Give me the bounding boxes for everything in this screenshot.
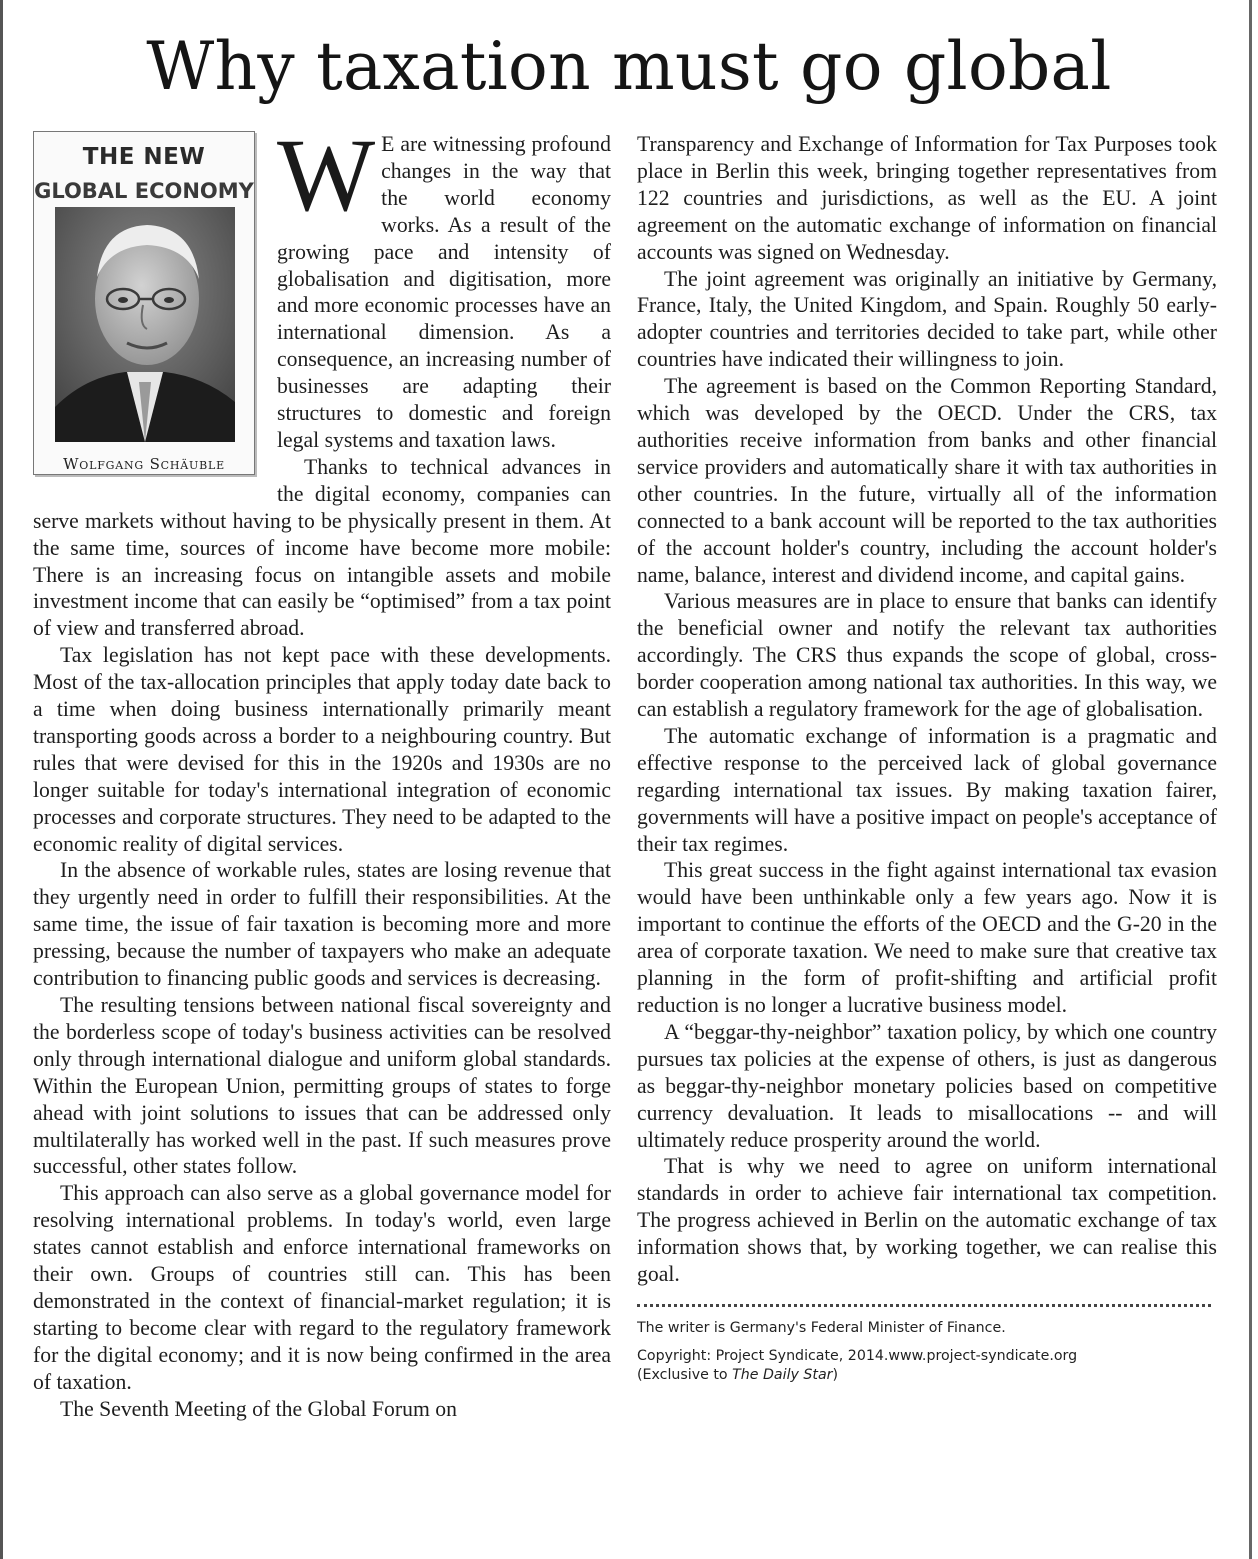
column-title-line1: THE NEW	[82, 144, 206, 170]
article-paragraph: That is why we need to agree on uniform international standards in order to achieve fair international tax competition. The progress achieved in Berlin on the automatic exchange of tax information shows that, by working together, we can realise this goal.	[637, 1154, 1217, 1287]
newspaper-name: The Daily Star	[732, 1366, 833, 1383]
column-title-line2: GLOBAL ECONOMY	[34, 179, 254, 203]
article-paragraph: Tax legislation has not kept pace with these developments. Most of the tax-allocation principles that apply today date back to a time when doing business internationally primarily meant transporting goods across a border to a neighbouring country. But rules that were devised for this in the 1920s and 1930s are no longer suitable for today's international integration of economic processes and corporate structures. They need to be adapted to the economic reality of digital services.	[33, 643, 611, 856]
article-paragraph: Transparency and Exchange of Information for Tax Purposes took place in Berlin this week, bringing together representatives from 122 countries and jurisdictions, as well as the EU. A joint agreement on the automatic exchange of information on financial accounts was signed on Wednesday.	[637, 132, 1217, 264]
article-paragraph: In the absence of workable rules, states are losing revenue that they urgently need in order to fulfill their responsibilities. At the same time, the issue of fair taxation is becoming more and more pressing, because the number of taxpayers who make an adequate contribution to financing public goods and services is decreasing.	[33, 858, 611, 991]
article-paragraph: The resulting tensions between national fiscal sovereignty and the borderless scope of today's business activities can be resolved only through international dialogue and uniform global standards. Within the European Union, permitting groups of states to forge ahead with joint solutions to issues that can be addressed only multilaterally has worked well in the past. If such measures prove successful, other states follow.	[33, 993, 611, 1179]
article-footer	[637, 1319, 1217, 1385]
article-column-left	[33, 131, 611, 1559]
article-paragraph: Thanks to technical advances in the digital economy, companies can serve markets without having to be physically present in them. At the same time, sources of income have become more mobile: There is an increasing focus on intangible assets and mobile investment income that can easily be “optimised” from a tax point of view and transferred abroad.	[33, 454, 611, 641]
article-paragraph: The agreement is based on the Common Reporting Standard, which was developed by the OECD. Under the CRS, tax authorities receive information from banks and other financial service providers and automatically share it with tax authorities in other countries. In the future, virtually all of the information connected to a bank account will be reported to the tax authorities of the account holder's country, including the account holder's name, balance, interest and dividend income, and capital gains.	[637, 374, 1217, 587]
drop-cap: W	[277, 131, 376, 233]
column-author-name: Wolfgang Schäuble	[63, 455, 225, 473]
article-paragraph: This approach can also serve as a global governance model for resolving international problems. In today's world, even large states cannot establish and enforce international frameworks on their own. Groups of countries still can. This has been demonstrated in the context of financial-market regulation; it is starting to become clear with regard to the regulatory framework for the digital economy; and it is now being confirmed in the area of taxation.	[33, 1181, 611, 1394]
headline: Why taxation must go global	[146, 28, 1112, 105]
article-paragraph: The joint agreement was originally an initiative by Germany, France, Italy, the United Kingdom, and Spain. Roughly 50 early-adopter countries and territories decided to take part, while other countries have indicated their willingness to join.	[637, 266, 1217, 372]
article-paragraph: A “beggar-thy-neighbor” taxation policy, by which one country pursues tax policies at the expense of others, is just as dangerous as beggar-thy-neighbor monetary policies based on competitive currency devaluation. It leads to misallocations -- and will ultimately reduce prosperity around the world.	[637, 1019, 1217, 1152]
exclusive-prefix: (Exclusive to	[637, 1366, 733, 1383]
writer-note: The writer is Germany's Federal Minister of Finance.	[637, 1319, 1006, 1336]
exclusive-line	[637, 1366, 1217, 1385]
author-portrait	[55, 207, 235, 442]
article-column-right	[637, 131, 1217, 1559]
dotted-divider	[637, 1304, 1211, 1307]
article-paragraph: This great success in the fight against international tax evasion would have been unthinkable only a few years ago. Now it is important to continue the efforts of the OECD and the G-20 in the area of corporate taxation. We need to make sure that creative tax planning in the form of profit-shifting and artificial profit reduction is no longer a lucrative business model.	[637, 858, 1217, 1017]
copyright-line: Copyright: Project Syndicate, 2014.www.project-syndicate.org	[637, 1347, 1078, 1364]
column-box	[33, 131, 255, 475]
article-paragraph: Various measures are in place to ensure that banks can identify the beneficial owner and notify the relevant tax authorities accordingly. The CRS thus expands the scope of global, cross-border cooperation among national tax authorities. In this way, we can establish a regulatory framework for the age of globalisation.	[637, 589, 1217, 722]
article-paragraph: The Seventh Meeting of the Global Forum on	[60, 1396, 457, 1421]
exclusive-suffix: )	[832, 1366, 839, 1383]
page-border-left	[0, 0, 3, 1559]
article-paragraph: E are witnessing profound changes in the way that the world economy works. As a result of the growing pace and intensity of globalisation and digitisation, more and more economic processes have an international dimension. As a consequence, an increasing number of businesses are adapting their structures to domestic and foreign legal systems and taxation laws.	[277, 132, 611, 452]
article-paragraph: The automatic exchange of information is a pragmatic and effective response to the perceived lack of global governance regarding international tax issues. By making taxation fairer, governments will have a positive impact on people's acceptance of their tax regimes.	[637, 723, 1217, 856]
page-border-right	[1249, 0, 1252, 1559]
